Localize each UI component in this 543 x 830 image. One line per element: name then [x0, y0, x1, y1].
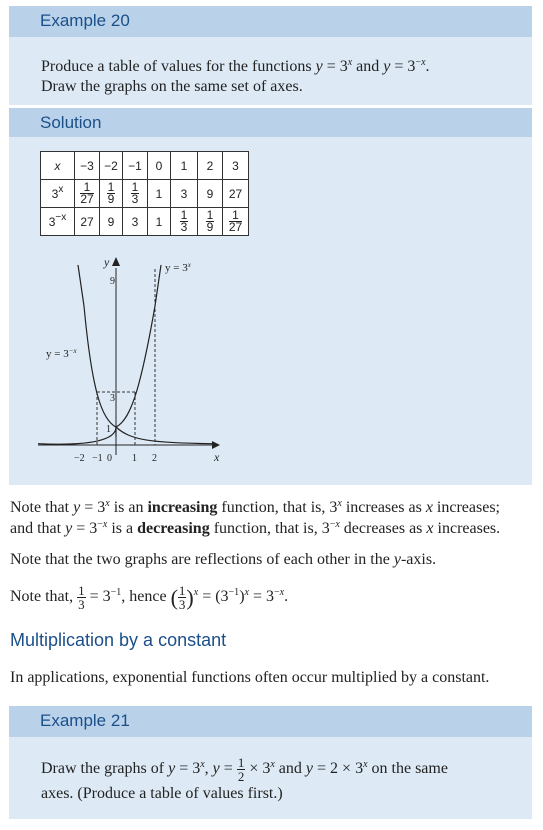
note-fraction-line: Note that, $\frac{1}{3} = 3^{-1}$, hence ( $\frac{1}{3})^x = (3^{-1})^x = 3^{-x}$. [10, 583, 289, 612]
x-tick-1: 1 [132, 453, 137, 464]
table-row: $3^{-x}$ 27 9 3 1 $\frac{1}{3}$ $\frac{1}{9}$ $\frac{1}{27}$ [41, 208, 249, 236]
x-tick-minus-1: −1 [92, 453, 103, 464]
y-axis-arrow [112, 257, 120, 266]
example-20-line-2: Draw the graphs on the same set of axes. [41, 78, 303, 95]
example-20-title: Example 20 [40, 11, 130, 30]
y-tick-9: 9 [110, 276, 115, 287]
example-21-line-2: axes. (Produce a table of values first.) [41, 785, 283, 802]
y-tick-3: 3 [110, 393, 115, 404]
x-axis-arrow [212, 441, 220, 449]
x-tick-2: 2 [152, 453, 157, 464]
y-tick-1: 1 [106, 424, 111, 435]
example-20-line-1: Produce a table of values for the functions $y = 3^x$ and $y = 3^{-x}$. [41, 57, 430, 75]
example-21-header [9, 706, 532, 737]
curve-three-to-minus-x [78, 265, 212, 444]
note-decreasing-line: and that $y = 3^{-x}$ is a decreasing function, that is, $3^{-x}$ decreases as x increases. [10, 519, 501, 537]
x-tick-0: 0 [107, 453, 112, 464]
table-row: x −3 −2 −1 0 1 2 3 [41, 152, 249, 180]
table-row: 3$^x$ $\frac{1}{27}$ $\frac{1}{9}$ $\frac{1}{3}$ 1 3 9 27 [41, 180, 249, 208]
section-title: Multiplication by a constant [10, 630, 227, 650]
guide-lines [97, 269, 155, 445]
example-21-line-1: Draw the graphs of $y = 3^x$, y = $\frac{1}{2} \times 3^x$ and $y = 2 \times 3^x$ on the same [41, 755, 448, 784]
y-axis-label: y [104, 255, 110, 269]
x-tick-minus-2: −2 [74, 453, 85, 464]
solution-title: Solution [40, 113, 102, 132]
curve-label-left: $y = 3^{-x}$ [46, 347, 77, 360]
note-increasing-line: Note that $y = 3^x$ is an increasing function, that is, 3$^x$ increases as x increases; [10, 498, 500, 516]
x-axis-label: x [214, 450, 220, 464]
section-text: In applications, exponential functions often occur multiplied by a constant. [10, 669, 490, 686]
example-21-title: Example 21 [40, 711, 130, 730]
note-reflection-line: Note that the two graphs are reflections of each other in the y-axis. [10, 551, 437, 568]
curve-label-right: $y = 3^x$ [165, 261, 191, 274]
